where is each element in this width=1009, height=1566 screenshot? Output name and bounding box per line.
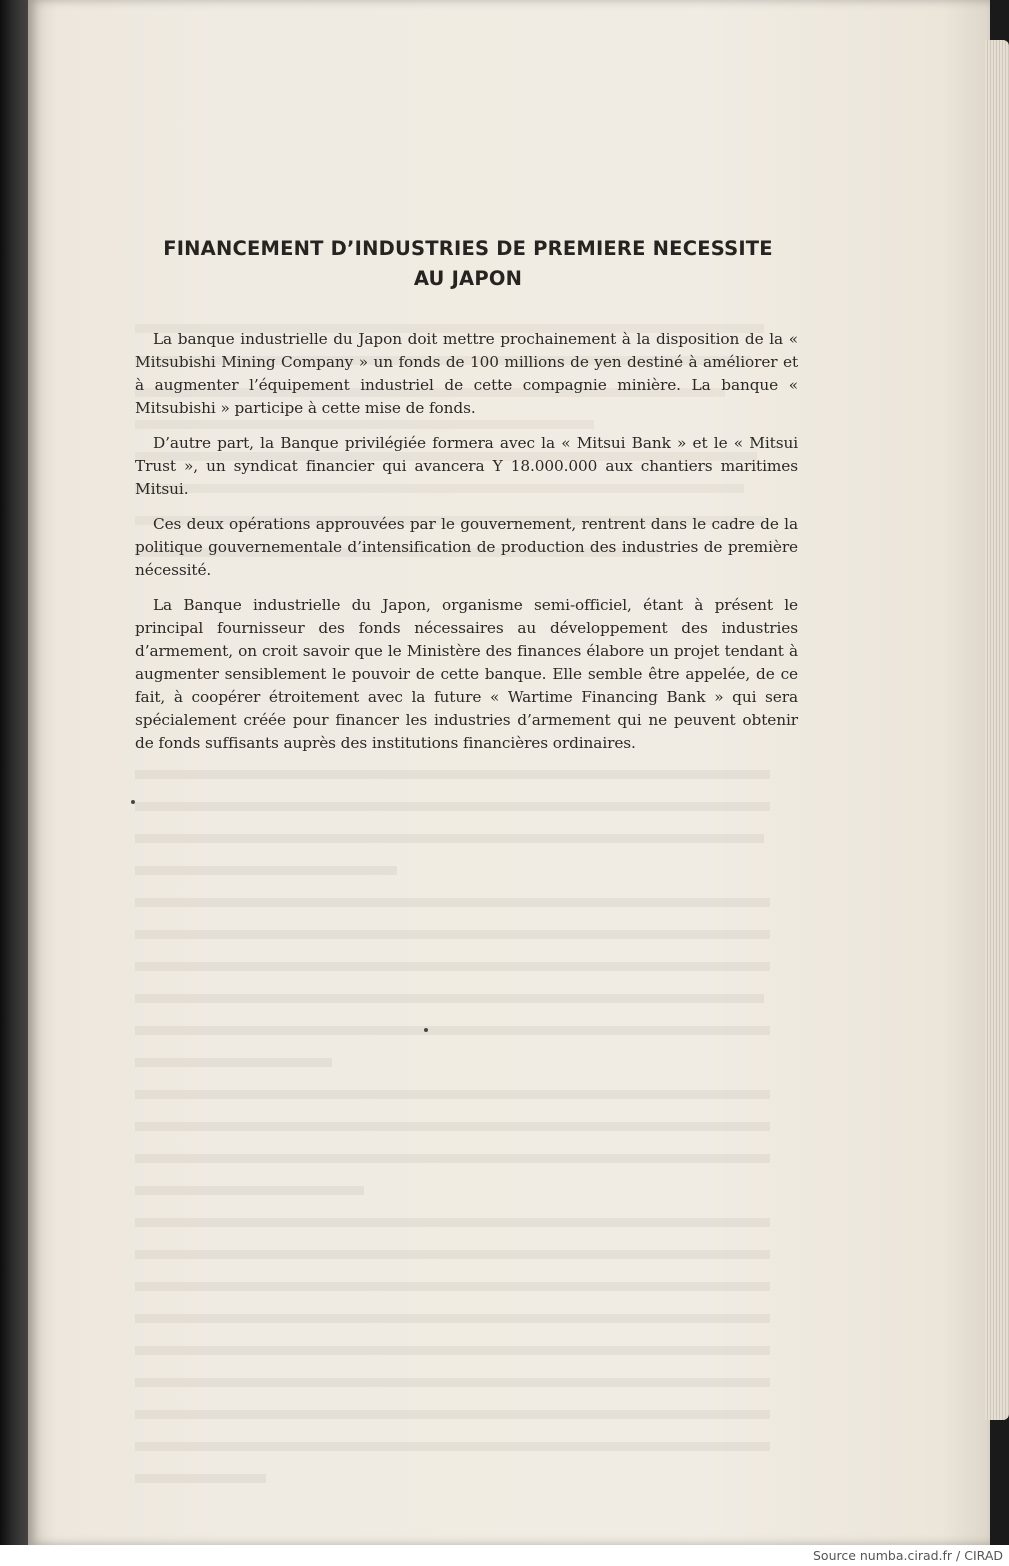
paragraph-2: D’autre part, la Banque privilégiée formera avec la « Mitsui Bank » et le « Mitsui Trust », un syndicat financier qui avancera Y 18.000.000 aux chantiers maritimes Mitsui.: [135, 434, 798, 498]
paragraph-1: La banque industrielle du Japon doit mettre prochainement à la disposition de la « Mitsubishi Mining Company » un fonds de 100 millions de yen destiné à améliorer et à augmenter l’équipement industriel de cette compagnie minière. La banque « Mitsubishi » participe à cette mise de fonds.: [135, 330, 798, 417]
paragraph-3: Ces deux opérations approuvées par le gouvernement, rentrent dans le cadre de la politique gouvernementale d’intensification de production des industries de première nécessité.: [135, 515, 798, 579]
document-page: [28, 0, 990, 1545]
page-edges: [985, 40, 1009, 1420]
article-body: [135, 328, 798, 767]
title-line-1: FINANCEMENT D’INDUSTRIES DE PREMIERE NECESSITE: [163, 237, 773, 260]
title-line-2: AU JAPON: [413, 267, 523, 290]
paragraph-4: La Banque industrielle du Japon, organisme semi-officiel, étant à présent le principal fournisseur des fonds nécessaires au développement des industries d’armement, on croit savoir que le Ministère des finances élabore un projet tendant à augmenter sensiblement le pouvoir de cette banque. Elle semble être appelée, de ce fait, à coopérer étroitement avec la future « Wartime Financing Bank » qui sera spécialement créée pour financer les industries d’armement qui ne peuvent obtenir de fonds suffisants auprès des institutions financières ordinaires.: [135, 596, 798, 752]
ink-speck: [424, 1028, 428, 1032]
book-binding: [0, 0, 30, 1545]
ink-speck: [131, 800, 135, 804]
page-title: [118, 234, 818, 294]
source-credit: Source numba.cirad.fr / CIRAD: [812, 1548, 1003, 1563]
source-footer: [0, 1545, 1009, 1566]
